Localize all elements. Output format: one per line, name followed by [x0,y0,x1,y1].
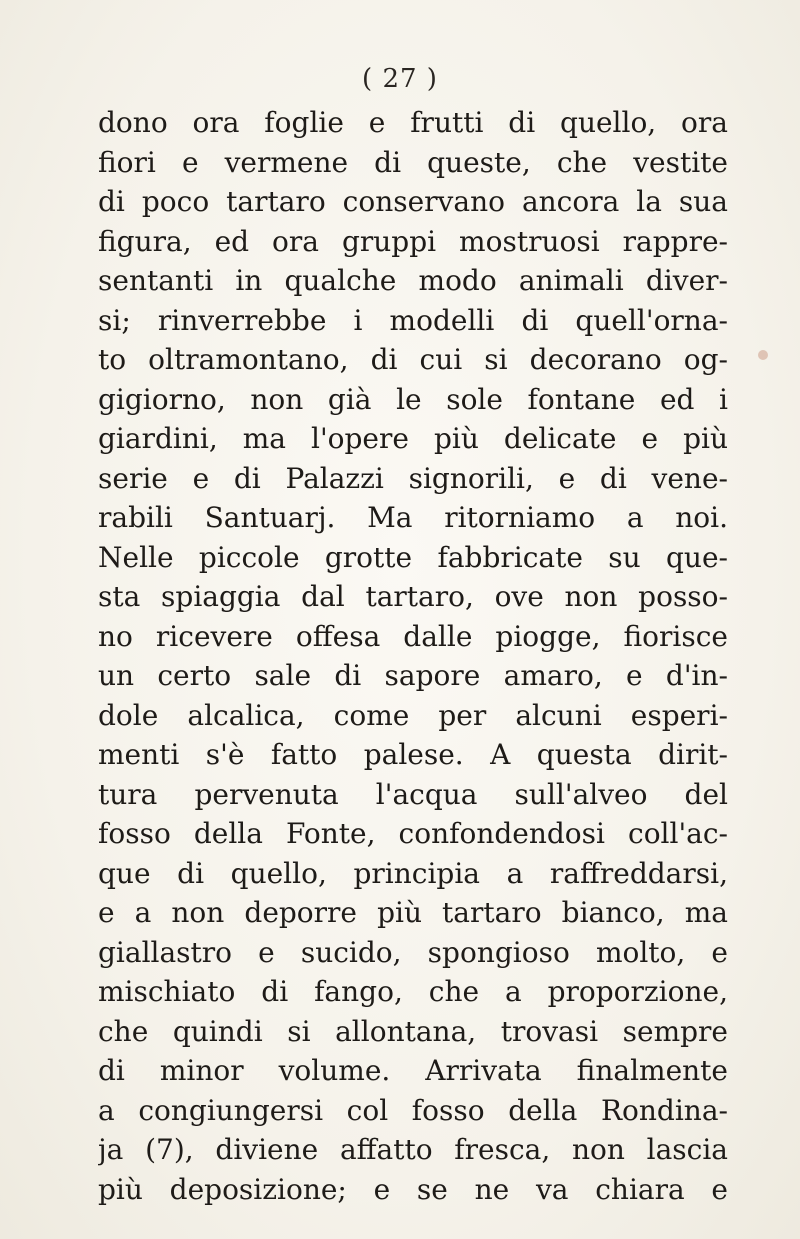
text-line: e a non deporre più tartaro bianco, ma [98,896,728,929]
text-line: gigiorno, non già le sole fontane ed i [98,382,728,416]
text-line: figura, ed ora gruppi mostruosi rappre- [98,224,728,258]
text-line: no ricevere offesa dalle piogge, fiorisce [98,619,728,653]
text-line: a congiungersi col fosso della Rondina- [98,1093,728,1127]
text-line: di poco tartaro conservano ancora la sua [98,185,728,218]
body-text [98,103,728,1209]
text-line: ja (7), diviene affatto fresca, non lascia [98,1133,728,1166]
text-line: to oltramontano, di cui si decorano og- [98,343,728,376]
text-line: giardini, ma l'opere più delicate e più [98,422,728,455]
text-line: menti s'è fatto palese. A questa dirit- [98,738,728,771]
paper-stain [758,350,768,360]
text-line: dono ora foglie e frutti di quello, ora [98,106,728,139]
text-line: più deposizione; e se ne va chiara e [98,1172,728,1206]
text-line: fosso della Fonte, confondendosi coll'ac- [98,817,728,850]
text-line: si; rinverrebbe i modelli di quell'orna- [98,303,728,337]
text-line: un certo sale di sapore amaro, e d'in- [98,659,728,692]
text-line: fiori e vermene di queste, che vestite [98,145,728,179]
text-line: dole alcalica, come per alcuni esperi- [98,698,728,732]
text-line: mischiato di fango, che a proporzione, [98,975,728,1008]
text-line: sentanti in qualche modo animali diver- [98,264,728,297]
page-number: ( 27 ) [362,64,438,94]
text-line: que di quello, principia a raffreddarsi, [98,856,728,890]
text-line: tura pervenuta l'acqua sull'alveo del [98,777,728,811]
text-line: che quindi si allontana, trovasi sempre [98,1014,728,1048]
text-line: serie e di Palazzi signorili, e di vene- [98,461,728,495]
text-line: sta spiaggia dal tartaro, ove non posso- [98,580,728,613]
text-line: rabili Santuarj. Ma ritorniamo a noi. [98,501,728,534]
text-line: Nelle piccole grotte fabbricate su que- [98,540,728,574]
text-line: di minor volume. Arrivata finalmente [98,1054,728,1087]
text-line: giallastro e sucido, spongioso molto, e [98,935,728,969]
